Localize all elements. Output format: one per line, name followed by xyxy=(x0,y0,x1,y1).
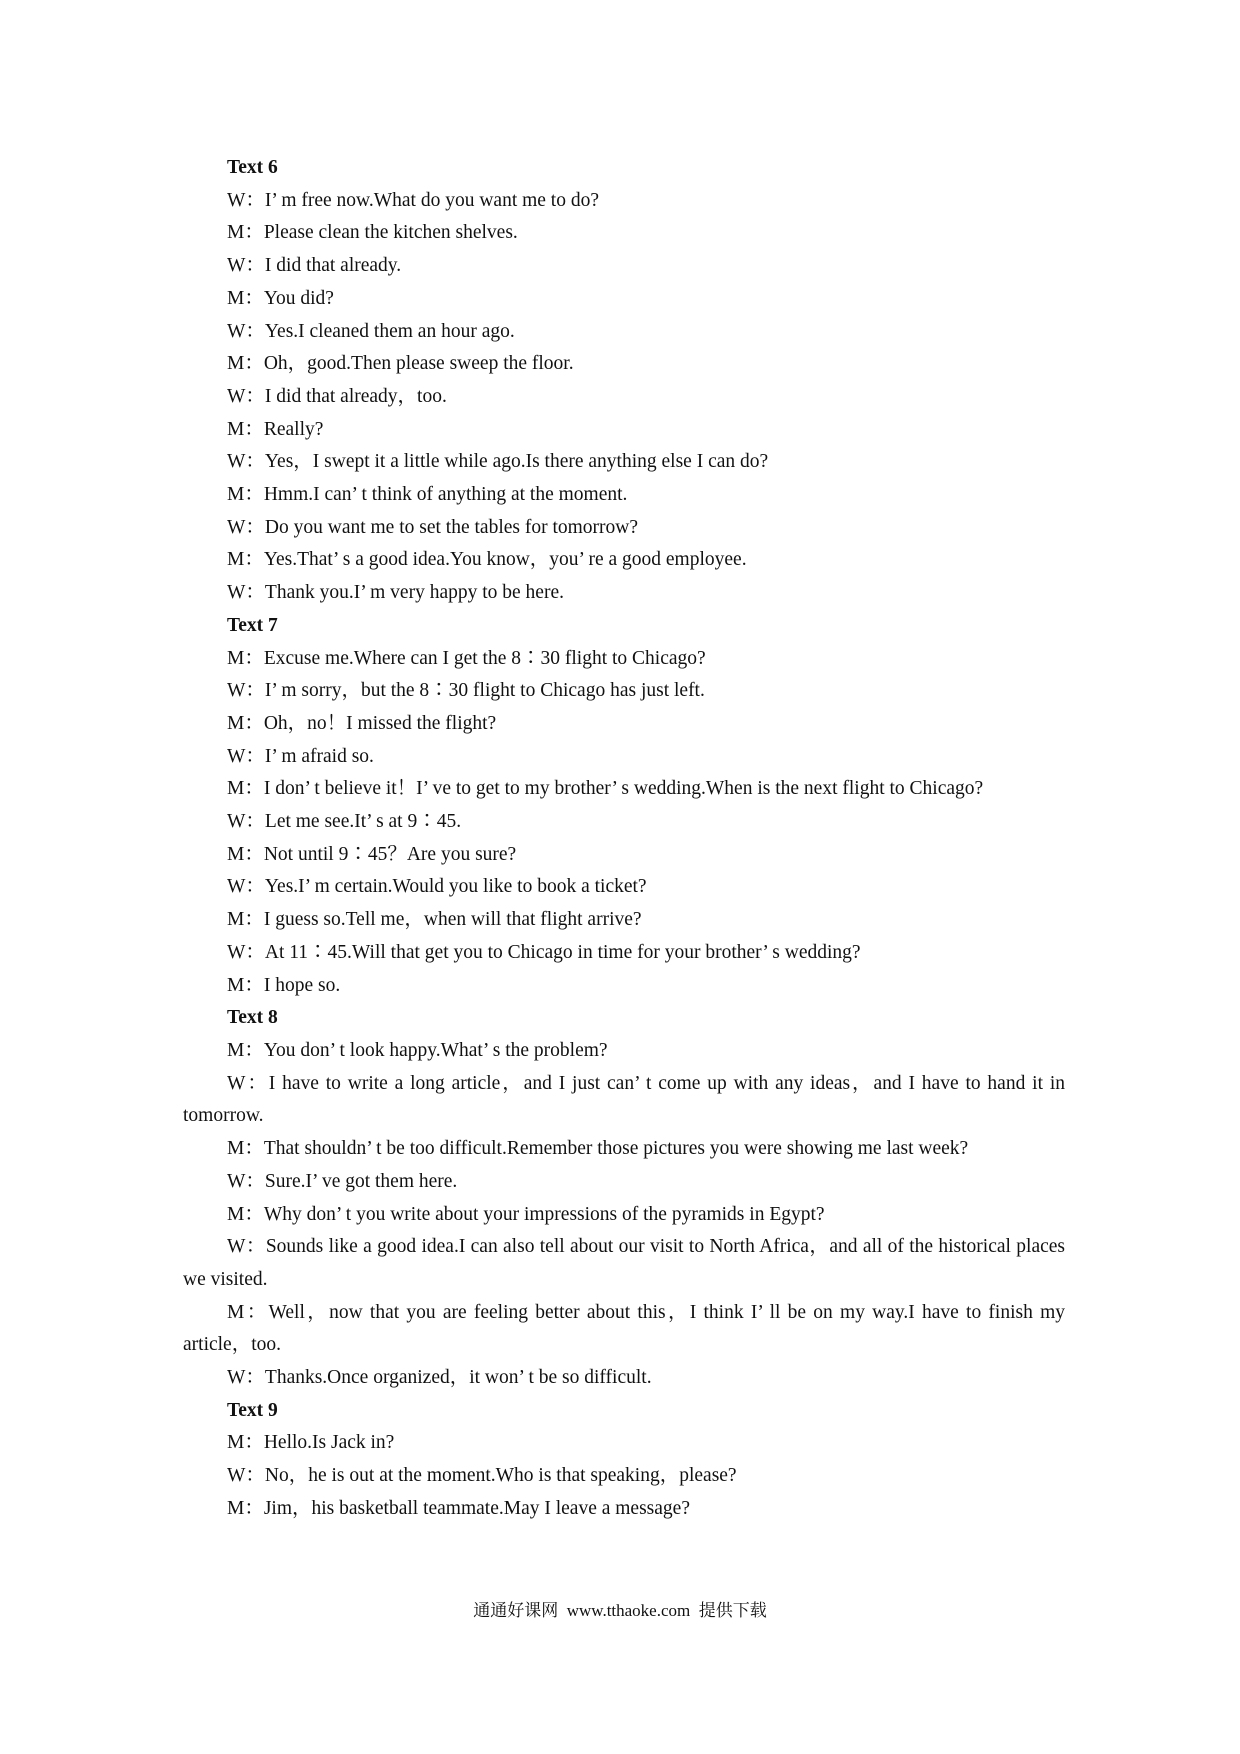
dialogue-line: W：At 11∶45.Will that get you to Chicago in time for your brother’ s wedding? xyxy=(227,941,861,963)
dialogue-line: M：You did? xyxy=(227,287,334,309)
transcript-content xyxy=(183,152,1065,1526)
dialogue-line: W：I’ m afraid so. xyxy=(227,745,374,767)
dialogue-line: M：That shouldn’ t be too difficult.Remember those pictures you were showing me last week? xyxy=(227,1138,969,1160)
dialogue-line: M：Yes.That’ s a good idea.You know，you’ re a good employee. xyxy=(227,549,747,571)
section-heading: Text 9 xyxy=(227,1399,278,1421)
dialogue-line: W：I did that already. xyxy=(227,255,402,277)
dialogue-line: W：Do you want me to set the tables for tomorrow? xyxy=(227,516,639,538)
dialogue-line: W：Thank you.I’ m very happy to be here. xyxy=(227,582,564,604)
dialogue-line: M：Jim，his basketball teammate.May I leave a message? xyxy=(227,1497,690,1519)
dialogue-line: W：I have to write a long article，and I just can’ t come up with any ideas，and I have to hand it in tomorrow. xyxy=(183,1072,1065,1127)
dialogue-line: M：I guess so.Tell me，when will that flight arrive? xyxy=(227,909,642,931)
dialogue-line: M：Excuse me.Where can I get the 8∶30 flight to Chicago? xyxy=(227,647,706,669)
dialogue-line: W：Thanks.Once organized，it won’ t be so difficult. xyxy=(227,1367,652,1389)
dialogue-line: W：Sounds like a good idea.I can also tell about our visit to North Africa，and all of the historical places we visited. xyxy=(183,1236,1065,1290)
dialogue-line: W：Yes.I cleaned them an hour ago. xyxy=(227,320,515,342)
dialogue-line: W：Yes.I’ m certain.Would you like to book a ticket? xyxy=(227,876,647,898)
section-heading: Text 6 xyxy=(227,157,278,178)
dialogue-line: M：Not until 9∶45？Are you sure? xyxy=(227,843,517,865)
dialogue-line: W：I did that already，too. xyxy=(227,385,447,407)
section-heading: Text 8 xyxy=(227,1007,278,1029)
dialogue-line: M：Well，now that you are feeling better about this，I think I’ ll be on my way.I have to finish my article，too. xyxy=(183,1301,1065,1356)
dialogue-line: M：You don’ t look happy.What’ s the problem? xyxy=(227,1039,608,1061)
dialogue-line: M：Really? xyxy=(227,418,324,440)
dialogue-line: W：I’ m sorry，but the 8∶30 flight to Chicago has just left. xyxy=(227,680,705,702)
section-heading: Text 7 xyxy=(227,614,278,636)
dialogue-line: W：I’ m free now.What do you want me to do? xyxy=(227,189,600,211)
dialogue-line: M：Oh，good.Then please sweep the floor. xyxy=(227,353,574,375)
dialogue-line: M：Hello.Is Jack in? xyxy=(227,1432,395,1454)
dialogue-line: M：Oh，no！I missed the flight? xyxy=(227,712,497,734)
dialogue-line: M：Why don’ t you write about your impressions of the pyramids in Egypt? xyxy=(227,1203,825,1225)
dialogue-line: M：Hmm.I can’ t think of anything at the moment. xyxy=(227,484,628,506)
dialogue-line: W：No，he is out at the moment.Who is that speaking，please? xyxy=(227,1465,737,1487)
dialogue-line: W：Yes，I swept it a little while ago.Is there anything else I can do? xyxy=(227,451,769,473)
dialogue-line: M：Please clean the kitchen shelves. xyxy=(227,222,518,244)
page-footer: 通通好课网 www.tthaoke.com 提供下载 xyxy=(473,1601,767,1620)
dialogue-line: M：I hope so. xyxy=(227,974,341,996)
dialogue-line: M：I don’ t believe it！I’ ve to get to my brother’ s wedding.When is the next flight to Chicago? xyxy=(227,778,984,800)
dialogue-line: W：Sure.I’ ve got them here. xyxy=(227,1170,458,1192)
dialogue-line: W：Let me see.It’ s at 9∶45. xyxy=(227,811,462,833)
